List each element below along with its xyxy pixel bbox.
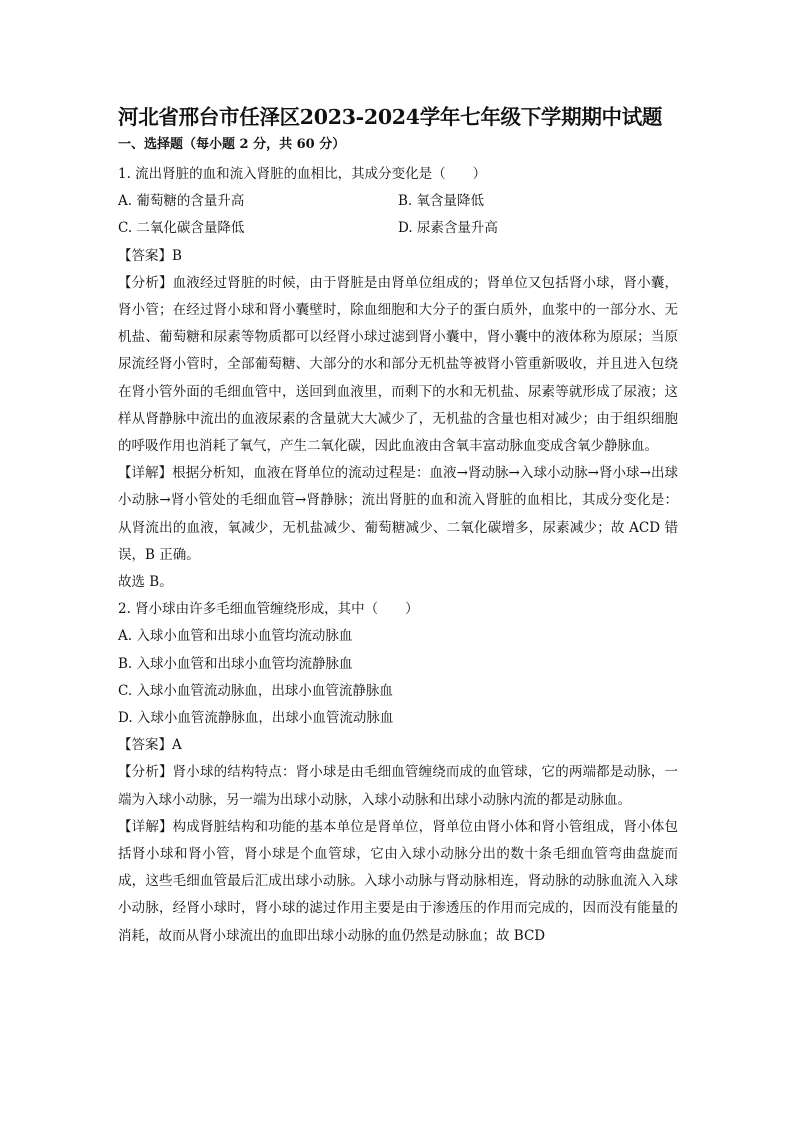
- option-d: D. 入球小血管流静脉血，出球小血管流动脉血: [118, 710, 394, 727]
- question-2: [118, 596, 678, 950]
- detail-paragraph: 【详解】构成肾脏结构和功能的基本单位是肾单位，肾单位由肾小体和肾小管组成，肾小体包括肾小球和肾小管，肾小球是个血管球，它由入球小动脉分出的数十条毛细血管弯曲盘旋而成，这些毛细血管最后汇成出球小动脉。入球小动脉与肾动脉相连，肾动脉的动脉血流入入球小动脉，经肾小球时，肾小球的滤过作用主要是由于渗透压的作用而完成的，因而没有能量的消耗，故而从肾小球流出的血即出球小动脉的血仍然是动脉血；故 BCD: [118, 818, 678, 944]
- analysis-paragraph: 【分析】肾小球的结构特点：肾小球是由毛细血管缠绕而成的血管球，它的两端都是动脉，一端为入球小动脉，另一端为出球小动脉，入球小动脉和出球小动脉内流的都是动脉血。: [118, 764, 678, 808]
- question-stem: 2. 肾小球由许多毛细血管缠绕形成，其中（ ）: [118, 601, 419, 618]
- options-row: [118, 215, 678, 242]
- detail-paragraph: 【详解】根据分析知，血液在肾单位的流动过程是：血液→肾动脉→入球小动脉→肾小球→出球小动脉→肾小管处的毛细血管→肾静脉；流出肾脏的血和流入肾脏的血相比，其成分变化是：从肾流出的血液，氧减少，无机盐减少、葡萄糖减少、二氧化碳增多，尿素减少；故 ACD 错误，B 正确。: [118, 465, 678, 563]
- analysis-paragraph: 【分析】血液经过肾脏的时候，由于肾脏是由肾单位组成的；肾单位又包括肾小球，肾小囊，肾小管；在经过肾小球和肾小囊壁时，除血细胞和大分子的蛋白质外，血浆中的一部分水、无机盐、葡萄糖和尿素等物质都可以经肾小球过滤到肾小囊中，肾小囊中的液体称为原尿；当原尿流经肾小管时，全部葡萄糖、大部分的水和部分无机盐等被肾小管重新吸收，并且进入包绕在肾小管外面的毛细血管中，送回到血液里，而剩下的水和无机盐、尿素等就形成了尿液；这样从肾静脉中流出的血液尿素的含量就大大减少了，无机盐的含量也相对减少；由于组织细胞的呼吸作用也消耗了氧气，产生二氧化碳，因此血液由含氧丰富动脉血变成含氧少静脉血。: [118, 274, 678, 455]
- option-c: C. 二氧化碳含量降低: [118, 220, 245, 237]
- document-page: [118, 103, 678, 950]
- answer-line: 【答案】A: [118, 737, 182, 754]
- section-heading: 一、选择题（每小题 2 分，共 60 分）: [118, 137, 346, 152]
- option-b: B. 入球小血管和出球小血管均流静脉血: [118, 655, 353, 672]
- option-a: A. 葡萄糖的含量升高: [118, 193, 245, 210]
- question-1: [118, 161, 678, 596]
- option-c: C. 入球小血管流动脉血，出球小血管流静脉血: [118, 682, 393, 699]
- option-a: A. 入球小血管和出球小血管均流动脉血: [118, 628, 353, 645]
- option-b: B. 氧含量降低: [398, 193, 485, 210]
- answer-line: 【答案】B: [118, 247, 182, 264]
- conclusion-line: 故选 B。: [118, 574, 173, 591]
- page-title: 河北省邢台市任泽区2023-2024学年七年级下学期期中试题: [118, 105, 663, 129]
- options-row: [118, 188, 678, 215]
- option-d: D. 尿素含量升高: [398, 220, 498, 237]
- question-stem: 1. 流出肾脏的血和流入肾脏的血相比，其成分变化是（ ）: [118, 166, 487, 182]
